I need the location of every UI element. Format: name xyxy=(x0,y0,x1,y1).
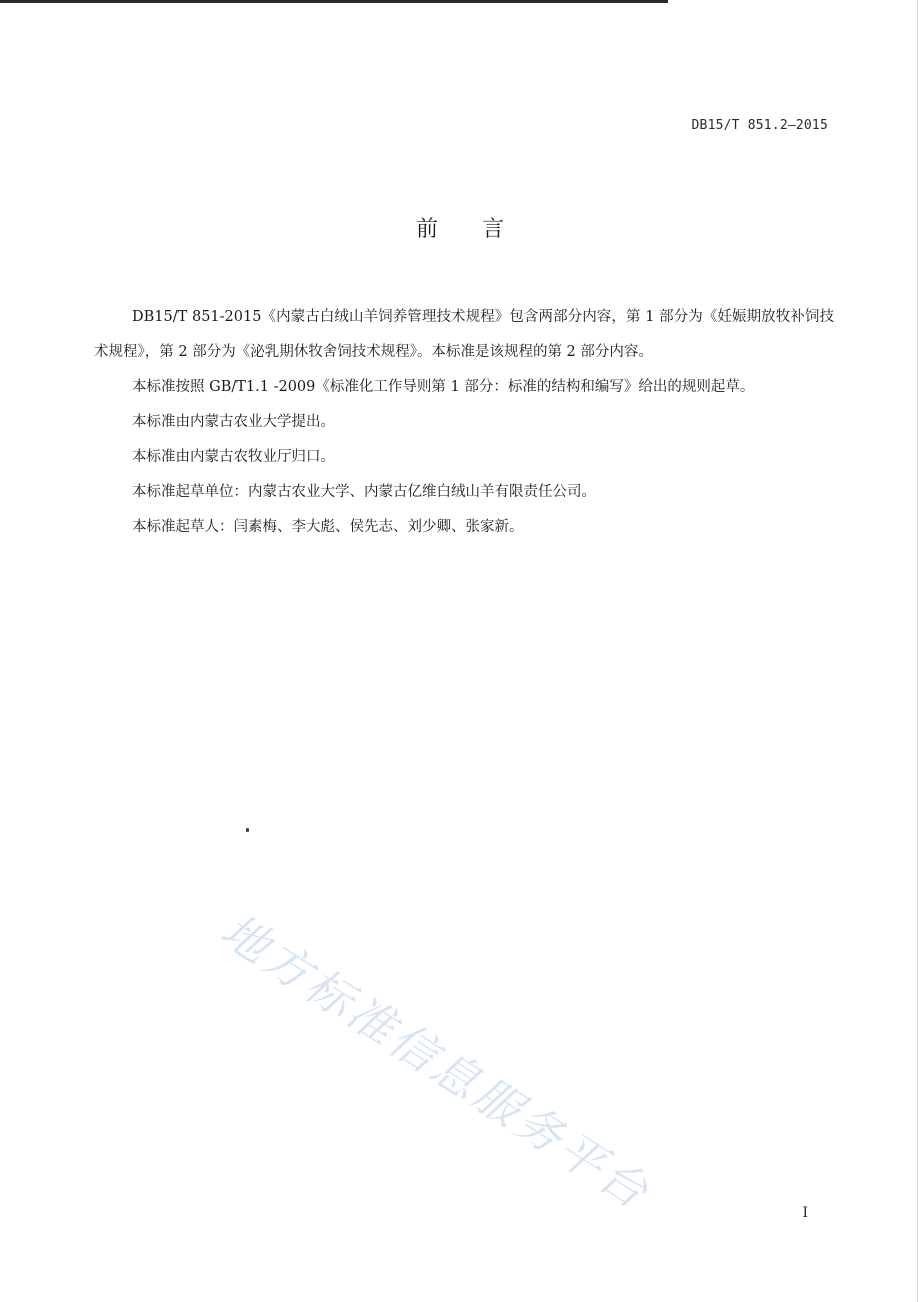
paragraph-drafting-units: 本标准起草单位：内蒙古农业大学、内蒙古亿维白绒山羊有限责任公司。 xyxy=(132,484,596,500)
paragraph-drafters: 本标准起草人：闫素梅、李大彪、侯先志、刘少卿、张家新。 xyxy=(132,519,524,535)
page-number: I xyxy=(802,1205,808,1221)
top-rule xyxy=(0,0,668,3)
paragraph-drafting-rules: 本标准按照 GB/T1.1 -2009《标准化工作导则第 1 部分：标准的结构和编写》给出的规则起草。 xyxy=(132,379,755,395)
paragraph-proposer: 本标准由内蒙古农业大学提出。 xyxy=(132,414,335,430)
paragraph-administrator: 本标准由内蒙古农牧业厅归口。 xyxy=(132,449,335,465)
scan-speck xyxy=(246,828,249,832)
scan-edge xyxy=(917,0,918,1302)
paragraph-structure: DB15/T 851-2015《内蒙古白绒山羊饲养管理技术规程》包含两部分内容，第 1 部分为《妊娠期放牧补饲技术规程》，第 2 部分为《泌乳期休牧舍饲技术规程》。本标准是该规程的第 2 部分内容。 xyxy=(94,309,834,360)
document-code: DB15/T 851.2—2015 xyxy=(691,118,828,133)
foreword-body xyxy=(94,300,834,545)
watermark: 地方标准信息服务平台 xyxy=(211,902,661,1221)
page-title: 前言 xyxy=(415,217,548,242)
